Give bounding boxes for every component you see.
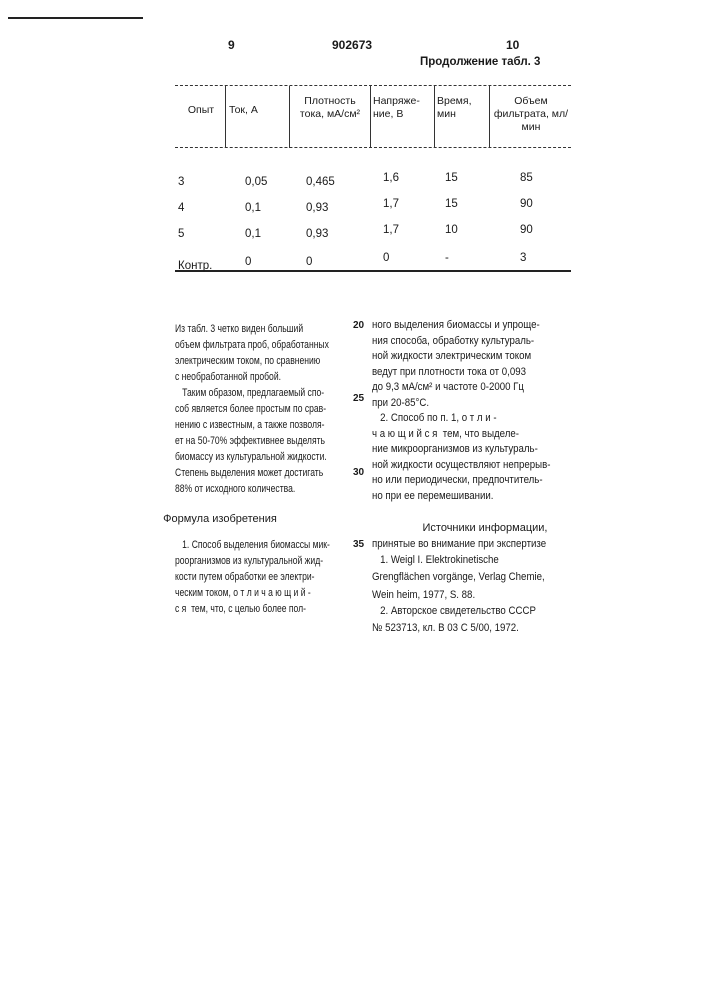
claims-title: Формула изобретения bbox=[160, 513, 280, 526]
line-number: 20 bbox=[353, 320, 364, 331]
table-cell: 1,7 bbox=[383, 224, 399, 236]
text-line: № 523713, кл. B 03 C 5/00, 1972. bbox=[372, 622, 519, 635]
table-header-rule bbox=[175, 147, 571, 148]
text-line: до 9,3 мА/см² и частоте 0-2000 Гц bbox=[372, 381, 524, 394]
table-cell: 15 bbox=[445, 198, 458, 210]
column-header: Напряже-ние, В bbox=[373, 95, 433, 121]
text-line: Grengflächen vorgänge, Verlag Chemie, bbox=[372, 571, 545, 584]
table-cell: 0 bbox=[306, 256, 312, 268]
table-bottom-rule bbox=[175, 270, 571, 272]
line-number: 30 bbox=[353, 467, 364, 478]
line-number: 25 bbox=[353, 393, 364, 404]
table-cell: 10 bbox=[445, 224, 458, 236]
column-header: Объем фильтрата, мл/мин bbox=[491, 95, 571, 134]
table-cell: 0 bbox=[383, 252, 389, 264]
text-line: ние микроорганизмов из культураль- bbox=[372, 443, 538, 456]
text-line: Таким образом, предлагаемый спо- bbox=[175, 387, 324, 400]
text-line: Wein heim, 1977, S. 88. bbox=[372, 589, 475, 602]
table-cell: 3 bbox=[520, 252, 526, 264]
page-number-right: 10 bbox=[506, 38, 519, 52]
table-cell: 0,05 bbox=[245, 176, 267, 188]
text-line: соб является более простым по срав- bbox=[175, 403, 326, 416]
text-line: но при ее перемешивании. bbox=[372, 490, 493, 503]
text-line: 2. Авторское свидетельство СССР bbox=[372, 605, 536, 618]
table-cell: 90 bbox=[520, 198, 533, 210]
text-line: объем фильтрата проб, обработанных bbox=[175, 339, 329, 352]
table-cell: 0,93 bbox=[306, 202, 328, 214]
text-line: биомассу из культуральной жидкости. bbox=[175, 451, 327, 464]
table-caption: Продолжение табл. 3 bbox=[420, 56, 540, 68]
text-line: Из табл. 3 четко виден больший bbox=[175, 323, 303, 336]
column-divider bbox=[489, 86, 490, 148]
column-header: Опыт bbox=[178, 104, 224, 117]
table-cell: 0,1 bbox=[245, 202, 261, 214]
text-line: Степень выделения может достигать bbox=[175, 467, 323, 480]
table-cell: Контр. bbox=[178, 260, 212, 272]
table-cell: 1,6 bbox=[383, 172, 399, 184]
top-rule bbox=[8, 17, 143, 19]
text-line: ной жидкости электрическим током bbox=[372, 350, 531, 363]
patent-number: 902673 bbox=[332, 38, 372, 52]
text-line: 1. Способ выделения биомассы мик- bbox=[175, 539, 330, 552]
table-cell: 0,1 bbox=[245, 228, 261, 240]
page-number-left: 9 bbox=[228, 38, 235, 52]
text-line: электрическим током, по сравнению bbox=[175, 355, 320, 368]
text-line: ческим током, о т л и ч а ю щ и й - bbox=[175, 587, 311, 600]
sources-title: Источники информации, bbox=[400, 522, 570, 535]
text-line: 1. Weigl I. Elektrokinetische bbox=[372, 554, 499, 567]
column-divider bbox=[225, 86, 226, 148]
column-header: Ток, А bbox=[229, 104, 287, 117]
table-cell: 85 bbox=[520, 172, 533, 184]
table-cell: 15 bbox=[445, 172, 458, 184]
text-line: ч а ю щ и й с я тем, что выделе- bbox=[372, 428, 519, 441]
text-line: но или периодически, предпочтитель- bbox=[372, 474, 543, 487]
text-line: принятые во внимание при экспертизе bbox=[372, 538, 546, 551]
text-line: ной жидкости осуществляют непрерыв- bbox=[372, 459, 550, 472]
table-cell: 0 bbox=[245, 256, 251, 268]
text-line: с необработанной пробой. bbox=[175, 371, 281, 384]
column-header: Время, мин bbox=[437, 95, 487, 121]
column-divider bbox=[289, 86, 290, 148]
text-line: нению с известным, а также позволя- bbox=[175, 419, 325, 432]
text-line: ведут при плотности тока от 0,093 bbox=[372, 366, 526, 379]
text-line: кости путем обработки ее электри- bbox=[175, 571, 315, 584]
text-line: при 20-85°С. bbox=[372, 397, 429, 410]
table-top-rule bbox=[175, 85, 571, 86]
text-line: ет на 50-70% эффективнее выделять bbox=[175, 435, 325, 448]
table-cell: 3 bbox=[178, 176, 184, 188]
table-cell: 0,93 bbox=[306, 228, 328, 240]
table-cell: 1,7 bbox=[383, 198, 399, 210]
column-header: Плотность тока, мА/см² bbox=[292, 95, 368, 121]
text-line: ного выделения биомассы и упроще- bbox=[372, 319, 540, 332]
text-line: 88% от исходного количества. bbox=[175, 483, 295, 496]
table-cell: 0,465 bbox=[306, 176, 335, 188]
column-divider bbox=[370, 86, 371, 148]
table-cell: 4 bbox=[178, 202, 184, 214]
text-line: 2. Способ по п. 1, о т л и - bbox=[372, 412, 497, 425]
text-line: ния способа, обработку культураль- bbox=[372, 335, 534, 348]
column-divider bbox=[434, 86, 435, 148]
table-cell: 5 bbox=[178, 228, 184, 240]
text-line: с я тем, что, с целью более пол- bbox=[175, 603, 306, 616]
line-number: 35 bbox=[353, 539, 364, 550]
table-cell: - bbox=[445, 252, 449, 264]
table-cell: 90 bbox=[520, 224, 533, 236]
text-line: роорганизмов из культуральной жид- bbox=[175, 555, 323, 568]
